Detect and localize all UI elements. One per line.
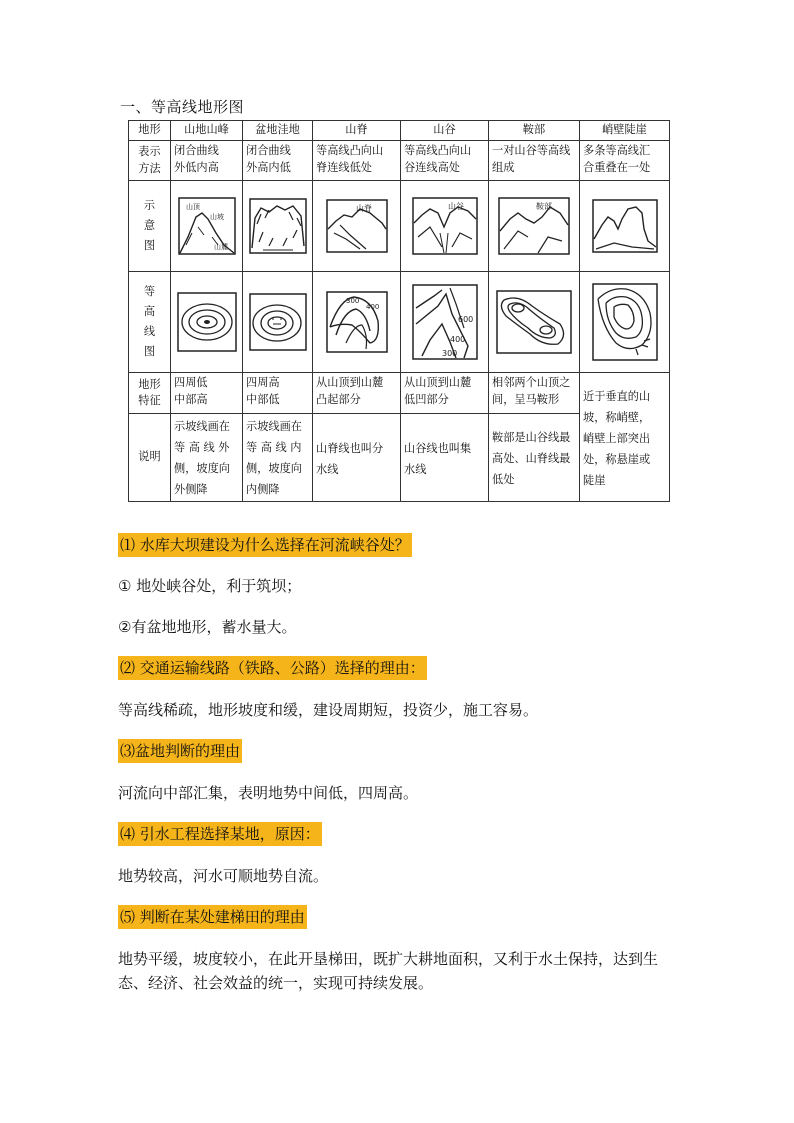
cell-line: 多条等高线汇 [583,144,651,157]
cell-line: 组成 [492,160,515,174]
qa-block-5 [118,905,688,929]
contour-number: 300 [345,297,359,305]
answer-line: ②有盆地地形，蓄水量大。 [118,618,297,636]
method-cell [489,141,580,181]
method-cell [313,141,401,181]
sketch-label-valley: 山谷 [447,202,464,211]
section-title: 一、等高线地形图 [120,98,245,116]
cell-line: 谷连线高处 [404,160,460,174]
contour-number: 400 [449,335,465,344]
contour-cell [401,272,489,373]
vertical-label: 等高线图 [143,285,156,358]
cell-line: 示坡线画在 [246,420,302,433]
cell-line: 水线 [316,462,339,476]
table-header-row [129,121,670,141]
sketch-row [129,181,670,272]
header-cell: 鞍部 [489,121,580,141]
cell-line: 侧，坡度向 [174,462,230,475]
answer-line: 河流向中部汇集，表明地势中间低，四周高。 [118,784,419,802]
basin-sketch-image [249,198,307,254]
sketch-cell [401,181,489,272]
header-cell: 峭壁陡崖 [580,121,670,141]
feature-row [129,373,670,414]
cliff-sketch-image [592,199,658,253]
method-cell [243,141,313,181]
note-cell [243,414,313,502]
cell-line: 低处 [492,473,515,486]
basin-contour-image [249,293,307,351]
cell-line: 中部高 [174,392,208,406]
feature-cell [401,373,489,414]
valley-contour-image [412,284,478,360]
cell-line: 外低内高 [174,160,219,174]
method-cell [580,141,670,181]
cell-line: 四周低 [174,376,208,389]
feature-cell [313,373,401,414]
header-cell: 地形 [129,121,171,141]
cell-line: 从山顶到山麓 [404,376,472,389]
note-cell [171,414,243,502]
qa-block-3 [118,739,688,763]
feature-cell [243,373,313,414]
sketch-label-foot: 山麓 [213,243,228,251]
sketch-cell [489,181,580,272]
qa-block-4 [118,822,688,846]
contour-cell [489,272,580,373]
row-label-line: 特征 [138,394,161,407]
note-cell [401,414,489,502]
cell-line: 高处、山脊线最 [492,452,571,465]
sketch-label-slope: 山坡 [209,213,224,221]
contour-number: 600 [457,315,473,324]
contour-cell [313,272,401,373]
cell-line: 中部低 [246,392,280,406]
cell-line: 陡崖 [583,473,606,487]
cell-line: 山脊线也叫分 [316,441,384,455]
ridge-sketch-image [326,199,388,253]
cell-line: 外高内低 [246,160,291,174]
sketch-label-saddle: 鞍部 [536,202,552,211]
header-cell: 山谷 [401,121,489,141]
row-label-method [129,141,171,181]
cell-line: 相邻两个山顶之 [492,376,571,389]
sketch-cell [171,181,243,272]
cell-line: 一对山谷等高线 [492,144,571,157]
saddle-contour-image [496,290,572,354]
cell-line: 等高线凸向山 [404,144,472,157]
question-highlight: ⑸ 判断在某处建梯田的理由 [118,905,307,929]
row-label-feature [129,373,171,414]
cell-line: 坡，称峭壁， [583,410,651,424]
row-label-note: 说明 [129,414,171,502]
question-highlight: ⑶盆地判断的理由 [118,739,242,763]
cliff-contour-image [592,283,658,361]
terrain-contour-table [128,120,670,502]
cell-line: 闭合曲线 [174,144,219,157]
row-label-sketch [129,181,171,272]
question-highlight: ⑷ 引水工程选择某地，原因： [118,822,322,846]
cell-line: 近于垂直的山 [583,389,651,403]
cell-line: 山谷线也叫集 [404,441,472,455]
method-row [129,141,670,181]
cell-line: 低凹部分 [404,392,449,406]
cell-line: 侧，坡度向 [246,462,302,475]
contour-cell [580,272,670,373]
cell-line: 内侧降 [246,483,280,496]
cell-line: 等高线凸向山 [316,144,384,157]
cell-line: 等 高 线 内 [246,441,302,454]
cell-line: 水线 [404,462,427,476]
cell-line: 闭合曲线 [246,144,291,157]
row-label-line: 地形 [138,377,161,391]
cell-line: 处，称悬崖或 [583,452,651,466]
cell-line: 峭壁上部突出 [583,431,651,445]
ridge-contour-image [326,291,388,353]
header-cell: 山地山峰 [171,121,243,141]
note-cell [313,414,401,502]
sketch-label-top: 山顶 [185,203,200,211]
sketch-cell [580,181,670,272]
cell-line: 凸起部分 [316,392,361,406]
answer-line: ① 地处峡谷处，利于筑坝； [118,577,302,595]
cell-line: 示坡线画在 [174,420,230,433]
cell-line: 从山顶到山麓 [316,376,384,389]
question-highlight: ⑴ 水库大坝建设为什么选择在河流峡谷处？ [118,533,412,557]
method-cell [401,141,489,181]
sketch-label-ridge: 山脊 [355,204,372,213]
cell-line: 合重叠在一处 [583,160,651,174]
row-label-line: 表示 [138,145,161,158]
answer-paragraph: 地势平缓，坡度较小，在此开垦梯田，既扩大耕地面积，又利于水土保持，达到生态、经济、社会效益的统一，实现可持续发展。 [118,950,659,992]
cell-line: 等 高 线 外 [174,441,230,454]
feature-cell-cliff [580,373,670,502]
contour-number: 300 [441,349,457,358]
contour-cell [243,272,313,373]
feature-cell [171,373,243,414]
qa-block-2 [118,656,688,680]
sketch-cell [243,181,313,272]
header-cell: 山脊 [313,121,401,141]
header-cell: 盆地洼地 [243,121,313,141]
cell-line: 脊连线低处 [316,160,372,174]
contour-cell [171,272,243,373]
saddle-sketch-image [498,197,570,255]
question-highlight: ⑵ 交通运输线路（铁路、公路）选择的理由： [118,656,427,680]
method-cell [171,141,243,181]
row-label-contour [129,272,171,373]
answer-line: 等高线稀疏，地形坡度和缓，建设周期短，投资少，施工容易。 [118,701,539,719]
qa-block-1 [118,533,688,557]
row-label-line: 方法 [138,161,161,175]
sketch-cell [313,181,401,272]
contour-number: 400 [365,303,379,311]
feature-cell [489,373,580,414]
cell-line: 外侧降 [174,483,208,496]
answer-line: 地势较高，河水可顺地势自流。 [118,867,329,885]
contour-row [129,272,670,373]
cell-line: 四周高 [246,376,280,389]
cell-line: 鞍部是山谷线最 [492,431,571,444]
cell-line: 间，呈马鞍形 [492,392,560,406]
vertical-label: 示意图 [143,199,156,252]
peak-sketch-image [178,197,236,255]
note-cell [489,414,580,502]
valley-sketch-image [412,197,478,255]
peak-contour-image [177,292,237,352]
